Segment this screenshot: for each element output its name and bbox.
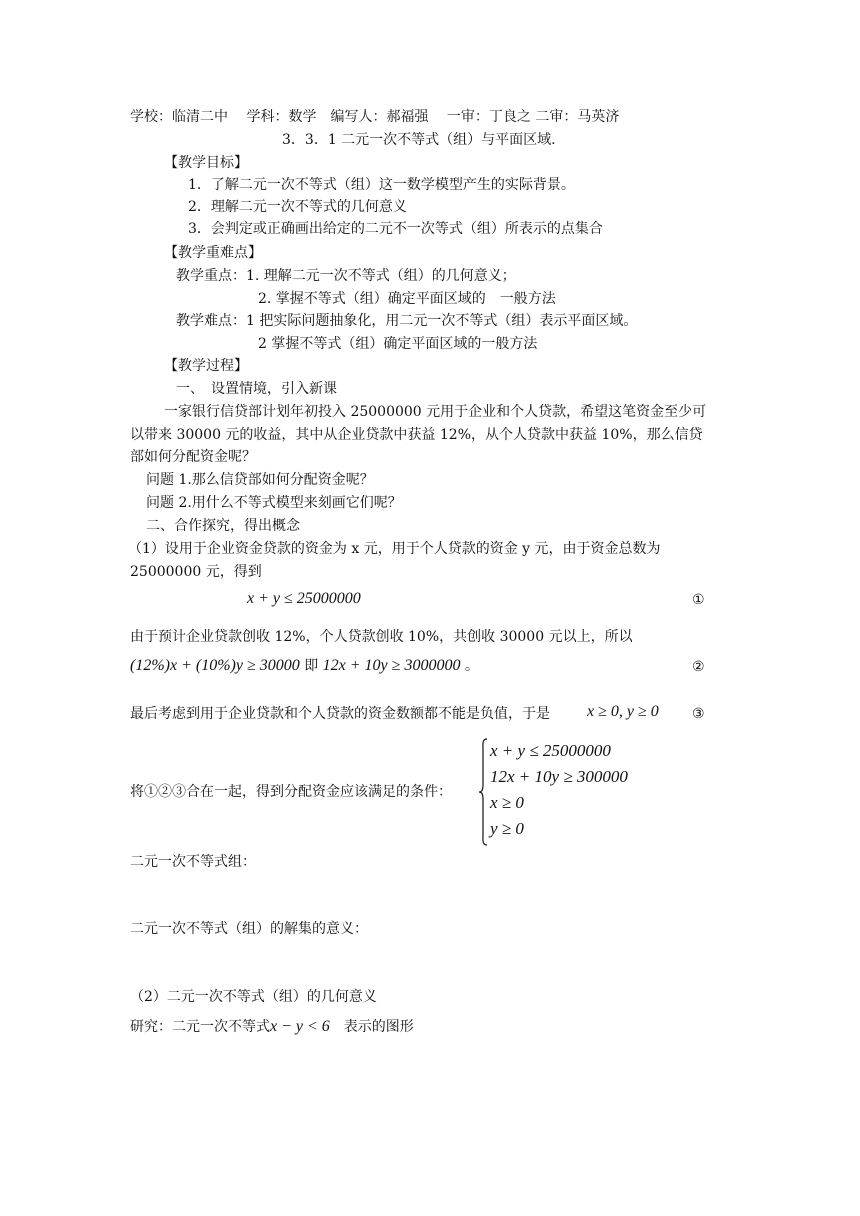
marker-2: ② [692, 659, 705, 675]
part-1-text-line-2: 25000000 元，得到 [130, 564, 262, 580]
scenario-paragraph-line-1: 一家银行信贷部计划年初投入 25000000 元用于企业和个人贷款，希望这笔资金至少可 [164, 404, 707, 420]
part-1-text-line-1: （1）设用于企业资金贷款的资金为 x 元，用于个人贷款的资金 y 元，由于资金总数为 [128, 541, 661, 557]
definition-solution-set: 二元一次不等式（组）的解集的意义： [130, 921, 368, 937]
scenario-paragraph-line-3: 部如何分配资金呢？ [130, 449, 256, 465]
question-1: 问题 1.那么信贷部如何分配资金呢？ [146, 472, 374, 488]
nonnegative-text: 最后考虑到用于企业贷款和个人贷款的资金数额都不能是负值，于是 [130, 706, 550, 722]
difficulty-2: 2 掌握不等式（组）确定平面区域的一般方法 [258, 336, 538, 352]
section-2-heading: 二、合作探究，得出概念 [146, 518, 300, 534]
goal-item-1: 1．了解二元一次不等式（组）这一数学模型产生的实际背景。 [188, 177, 575, 193]
scenario-paragraph-line-2: 以带来 30000 元的收益，其中从企业贷款中获益 12%，从个人贷款中获益 10%，那么信贷 [130, 427, 703, 443]
study-line [130, 1018, 414, 1036]
page-title: 3．3．1 二元一次不等式（组）与平面区域. [282, 132, 556, 148]
definition-system: 二元一次不等式组： [130, 854, 256, 870]
system-line-1: x + y ≤ 25000000 [490, 741, 611, 760]
study-label: 研究：二元一次不等式 [130, 1019, 270, 1035]
revenue-text: 由于预计企业贷款创收 12%，个人贷款创收 10%，共创收 30000 元以上，所以 [130, 629, 633, 645]
keypoints-heading: 【教学重难点】 [164, 245, 262, 261]
marker-3: ③ [692, 706, 705, 722]
system-line-4: y ≥ 0 [490, 819, 524, 838]
marker-1: ① [692, 592, 705, 608]
combine-label: 将①②③合在一起，得到分配资金应该满足的条件： [130, 784, 452, 800]
goal-item-2: 2．理解二元一次不等式的几何意义 [188, 199, 407, 215]
header-line: 学校：临清二中 学科：数学 编写人：郝福强 一审：丁良之 二审：马英济 [130, 109, 620, 125]
inequality-2-end: 。 [460, 658, 479, 674]
process-heading: 【教学过程】 [164, 358, 248, 374]
inequality-2b: 12x + 10y ≥ 3000000 [322, 657, 461, 674]
study-end: 表示的图形 [329, 1019, 414, 1035]
difficulty-1: 教学难点：1 把实际问题抽象化，用二元一次不等式（组）表示平面区域。 [176, 313, 638, 329]
section-1-heading: 一、 设置情境，引入新课 [176, 381, 337, 397]
goal-item-3: 3．会判定或正确画出给定的二元不一次等式（组）所表示的点集合 [188, 221, 603, 237]
question-2: 问题 2.用什么不等式模型来刻画它们呢？ [146, 495, 402, 511]
inequality-2-connector: 即 [299, 658, 323, 674]
part-2-heading: （2）二元一次不等式（组）的几何意义 [130, 989, 377, 1005]
key-point-2: 2. 掌握不等式（组）确定平面区域的 一般方法 [258, 291, 556, 307]
study-inequality: x − y < 6 [270, 1018, 330, 1035]
inequality-2a: (12%)x + (10%)y ≥ 30000 [130, 657, 300, 674]
key-point-1: 教学重点：1. 理解二元一次不等式（组）的几何意义； [176, 268, 516, 284]
inequality-1: x + y ≤ 25000000 [247, 590, 361, 607]
system-brace [478, 738, 488, 846]
system-line-3: x ≥ 0 [490, 793, 524, 812]
system-line-2: 12x + 10y ≥ 300000 [490, 767, 628, 786]
goals-heading: 【教学目标】 [164, 155, 248, 171]
inequality-3: x ≥ 0, y ≥ 0 [587, 703, 659, 720]
inequality-2-line [130, 657, 479, 675]
